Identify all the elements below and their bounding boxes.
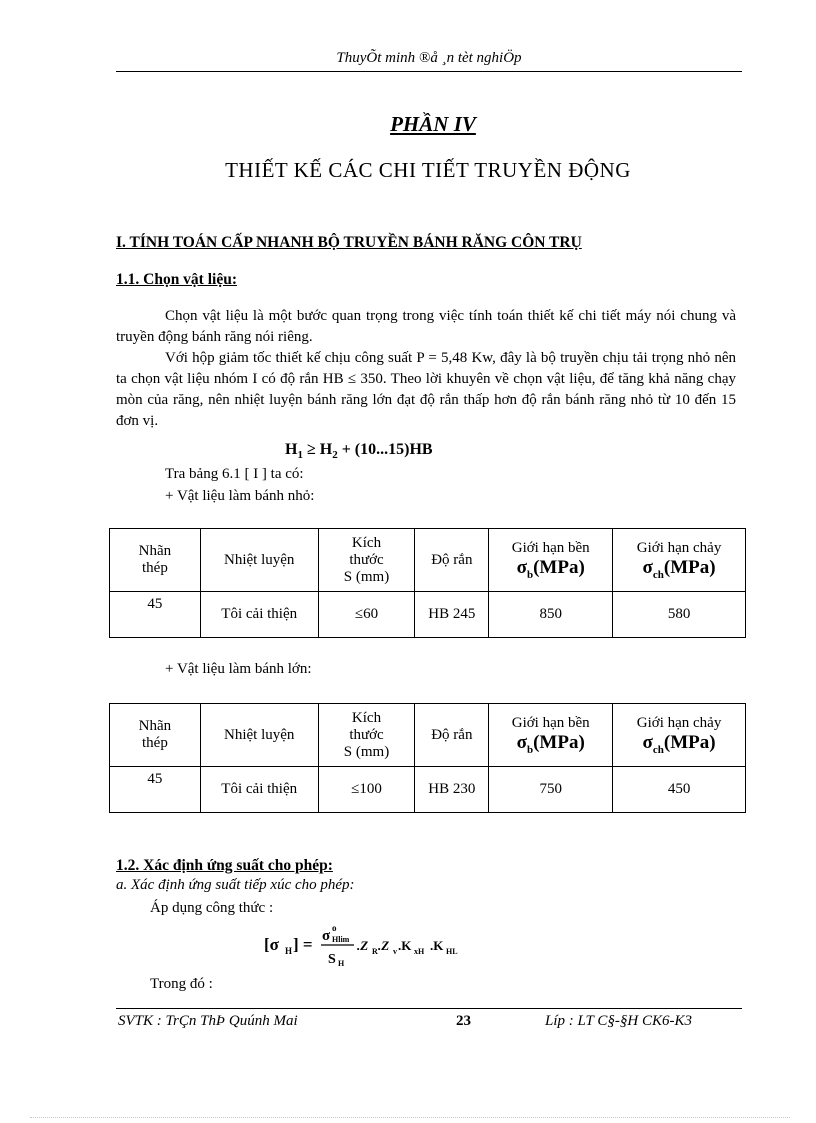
- page-bottom-dotted-rule: [30, 1117, 790, 1119]
- eq-lhs-close: ] =: [293, 935, 313, 954]
- eq-z-sub: R: [372, 947, 378, 956]
- eq-z: .Z: [357, 938, 369, 953]
- page-number: 23: [456, 1013, 471, 1029]
- large-gear-label: + Vật liệu làm bánh lớn:: [165, 661, 312, 677]
- cell-steel: 45: [110, 592, 201, 638]
- formula-h2: H: [319, 441, 333, 458]
- col-hardness: Độ rắn: [415, 529, 489, 592]
- chapter-heading: THIẾT KẾ CÁC CHI TIẾT TRUYỀN ĐỘNG: [225, 158, 631, 182]
- formula-op: ≥: [302, 441, 320, 458]
- header-rule: [116, 71, 742, 72]
- footer-author: SVTK : TrÇn ThÞ Quúnh Mai: [118, 1013, 298, 1029]
- table-reference: Tra bảng 6.1 [ I ] ta có:: [165, 466, 304, 482]
- eq-kx: .K: [398, 938, 412, 953]
- eq-kx-sub: xH: [414, 947, 425, 956]
- eq-num-sup: o: [332, 923, 337, 933]
- running-header: ThuyÕt minh ®å ¸n tèt nghiÖp: [336, 50, 522, 66]
- col-heat: Nhiệt luyện: [200, 704, 318, 767]
- subsection-item-a: a. Xác định ứng suất tiếp xúc cho phép:: [116, 877, 355, 893]
- hardness-formula: [285, 441, 433, 461]
- cell-heat: Tôi cải thiện: [200, 592, 318, 638]
- eq-den-sub: H: [338, 959, 345, 968]
- cell-tensile: 850: [489, 592, 613, 638]
- cell-hardness: HB 230: [415, 767, 489, 813]
- eq-num-sub: Hlim: [332, 935, 350, 944]
- formula-rest: + (10...15)HB: [337, 441, 433, 458]
- cell-yield: 580: [613, 592, 746, 638]
- col-steel: Nhãn thép: [110, 704, 201, 767]
- eq-kh-sub: HL: [446, 947, 458, 956]
- col-steel: Nhãn thép: [110, 529, 201, 592]
- col-heat: Nhiệt luyện: [200, 529, 318, 592]
- subsection-heading-2: 1.2. Xác định ứng suất cho phép:: [116, 857, 333, 874]
- table-header-row: [110, 704, 746, 767]
- footer-rule: [116, 1008, 742, 1009]
- allowable-stress-equation: [264, 921, 494, 971]
- formula-sub2: 2: [332, 449, 338, 462]
- col-yield: Giới hạn chảy $\sigma_{ch}(MPa)$: [613, 704, 746, 767]
- footer-class: Líp : LT C§-§H CK6-K3: [545, 1013, 692, 1029]
- eq-lhs: [σ: [264, 935, 279, 954]
- eq-num: σ: [322, 928, 331, 944]
- col-yield: Giới hạn chảy $\sigma_{ch}(MPa)$: [613, 529, 746, 592]
- paragraph-1-text: Chọn vật liệu là một bước quan trọng trong việc tính toán thiết kế chi tiết máy nói chung và truyền động bánh răng nói riêng.: [116, 308, 736, 345]
- small-gear-table: [109, 528, 746, 638]
- col-hardness: Độ rắn: [415, 704, 489, 767]
- formula-h1: H: [285, 441, 298, 458]
- cell-size: ≤60: [318, 592, 415, 638]
- formula-sub1: 1: [297, 449, 303, 462]
- col-tensile: Giới hạn bền $\sigma_b(MPa)$: [489, 704, 613, 767]
- table-header-row: [110, 529, 746, 592]
- col-tensile: Giới hạn bền $\sigma_b(MPa)$: [489, 529, 613, 592]
- eq-zv-sub: v: [393, 947, 397, 956]
- cell-hardness: HB 245: [415, 592, 489, 638]
- cell-yield: 450: [613, 767, 746, 813]
- col-size: Kích thước S (mm): [318, 529, 415, 592]
- paragraph-2: [116, 348, 736, 432]
- eq-kh: .K: [430, 938, 444, 953]
- section-heading: I. TÍNH TOÁN CẤP NHANH BỘ TRUYỀN BÁNH RĂNG CÔN TRỤ: [116, 234, 582, 251]
- apply-formula-text: Áp dụng công thức :: [150, 900, 274, 916]
- eq-den: S: [328, 952, 336, 967]
- cell-heat: Tôi cải thiện: [200, 767, 318, 813]
- paragraph-2-text: Với hộp giảm tốc thiết kế chịu công suất P = 5,48 Kw, đây là bộ truyền chịu tải trọng nhỏ nên ta chọn vật liệu nhóm I có độ rắn HB ≤ 350. Theo lời khuyên về chọn vật liệu, để tăng khả năng chạy mòn của răng, nên nhiệt luyện bánh răng lớn đạt độ rắn thấp hơn độ rắn bánh răng nhỏ từ 10 đến 15 đơn vị.: [116, 350, 736, 429]
- small-gear-label: + Vật liệu làm bánh nhỏ:: [165, 488, 315, 504]
- cell-tensile: 750: [489, 767, 613, 813]
- part-title: PHẦN IV: [390, 112, 476, 136]
- eq-lhs-sub: H: [285, 946, 293, 956]
- eq-zv: .Z: [378, 938, 390, 953]
- cell-steel: 45: [110, 767, 201, 813]
- large-gear-table: [109, 703, 746, 813]
- col-size: Kích thước S (mm): [318, 704, 415, 767]
- table-row: [110, 592, 746, 638]
- paragraph-1: [116, 306, 736, 348]
- subsection-heading: 1.1. Chọn vật liệu:: [116, 271, 237, 288]
- where-text: Trong đó :: [150, 976, 213, 992]
- cell-size: ≤100: [318, 767, 415, 813]
- table-row: [110, 767, 746, 813]
